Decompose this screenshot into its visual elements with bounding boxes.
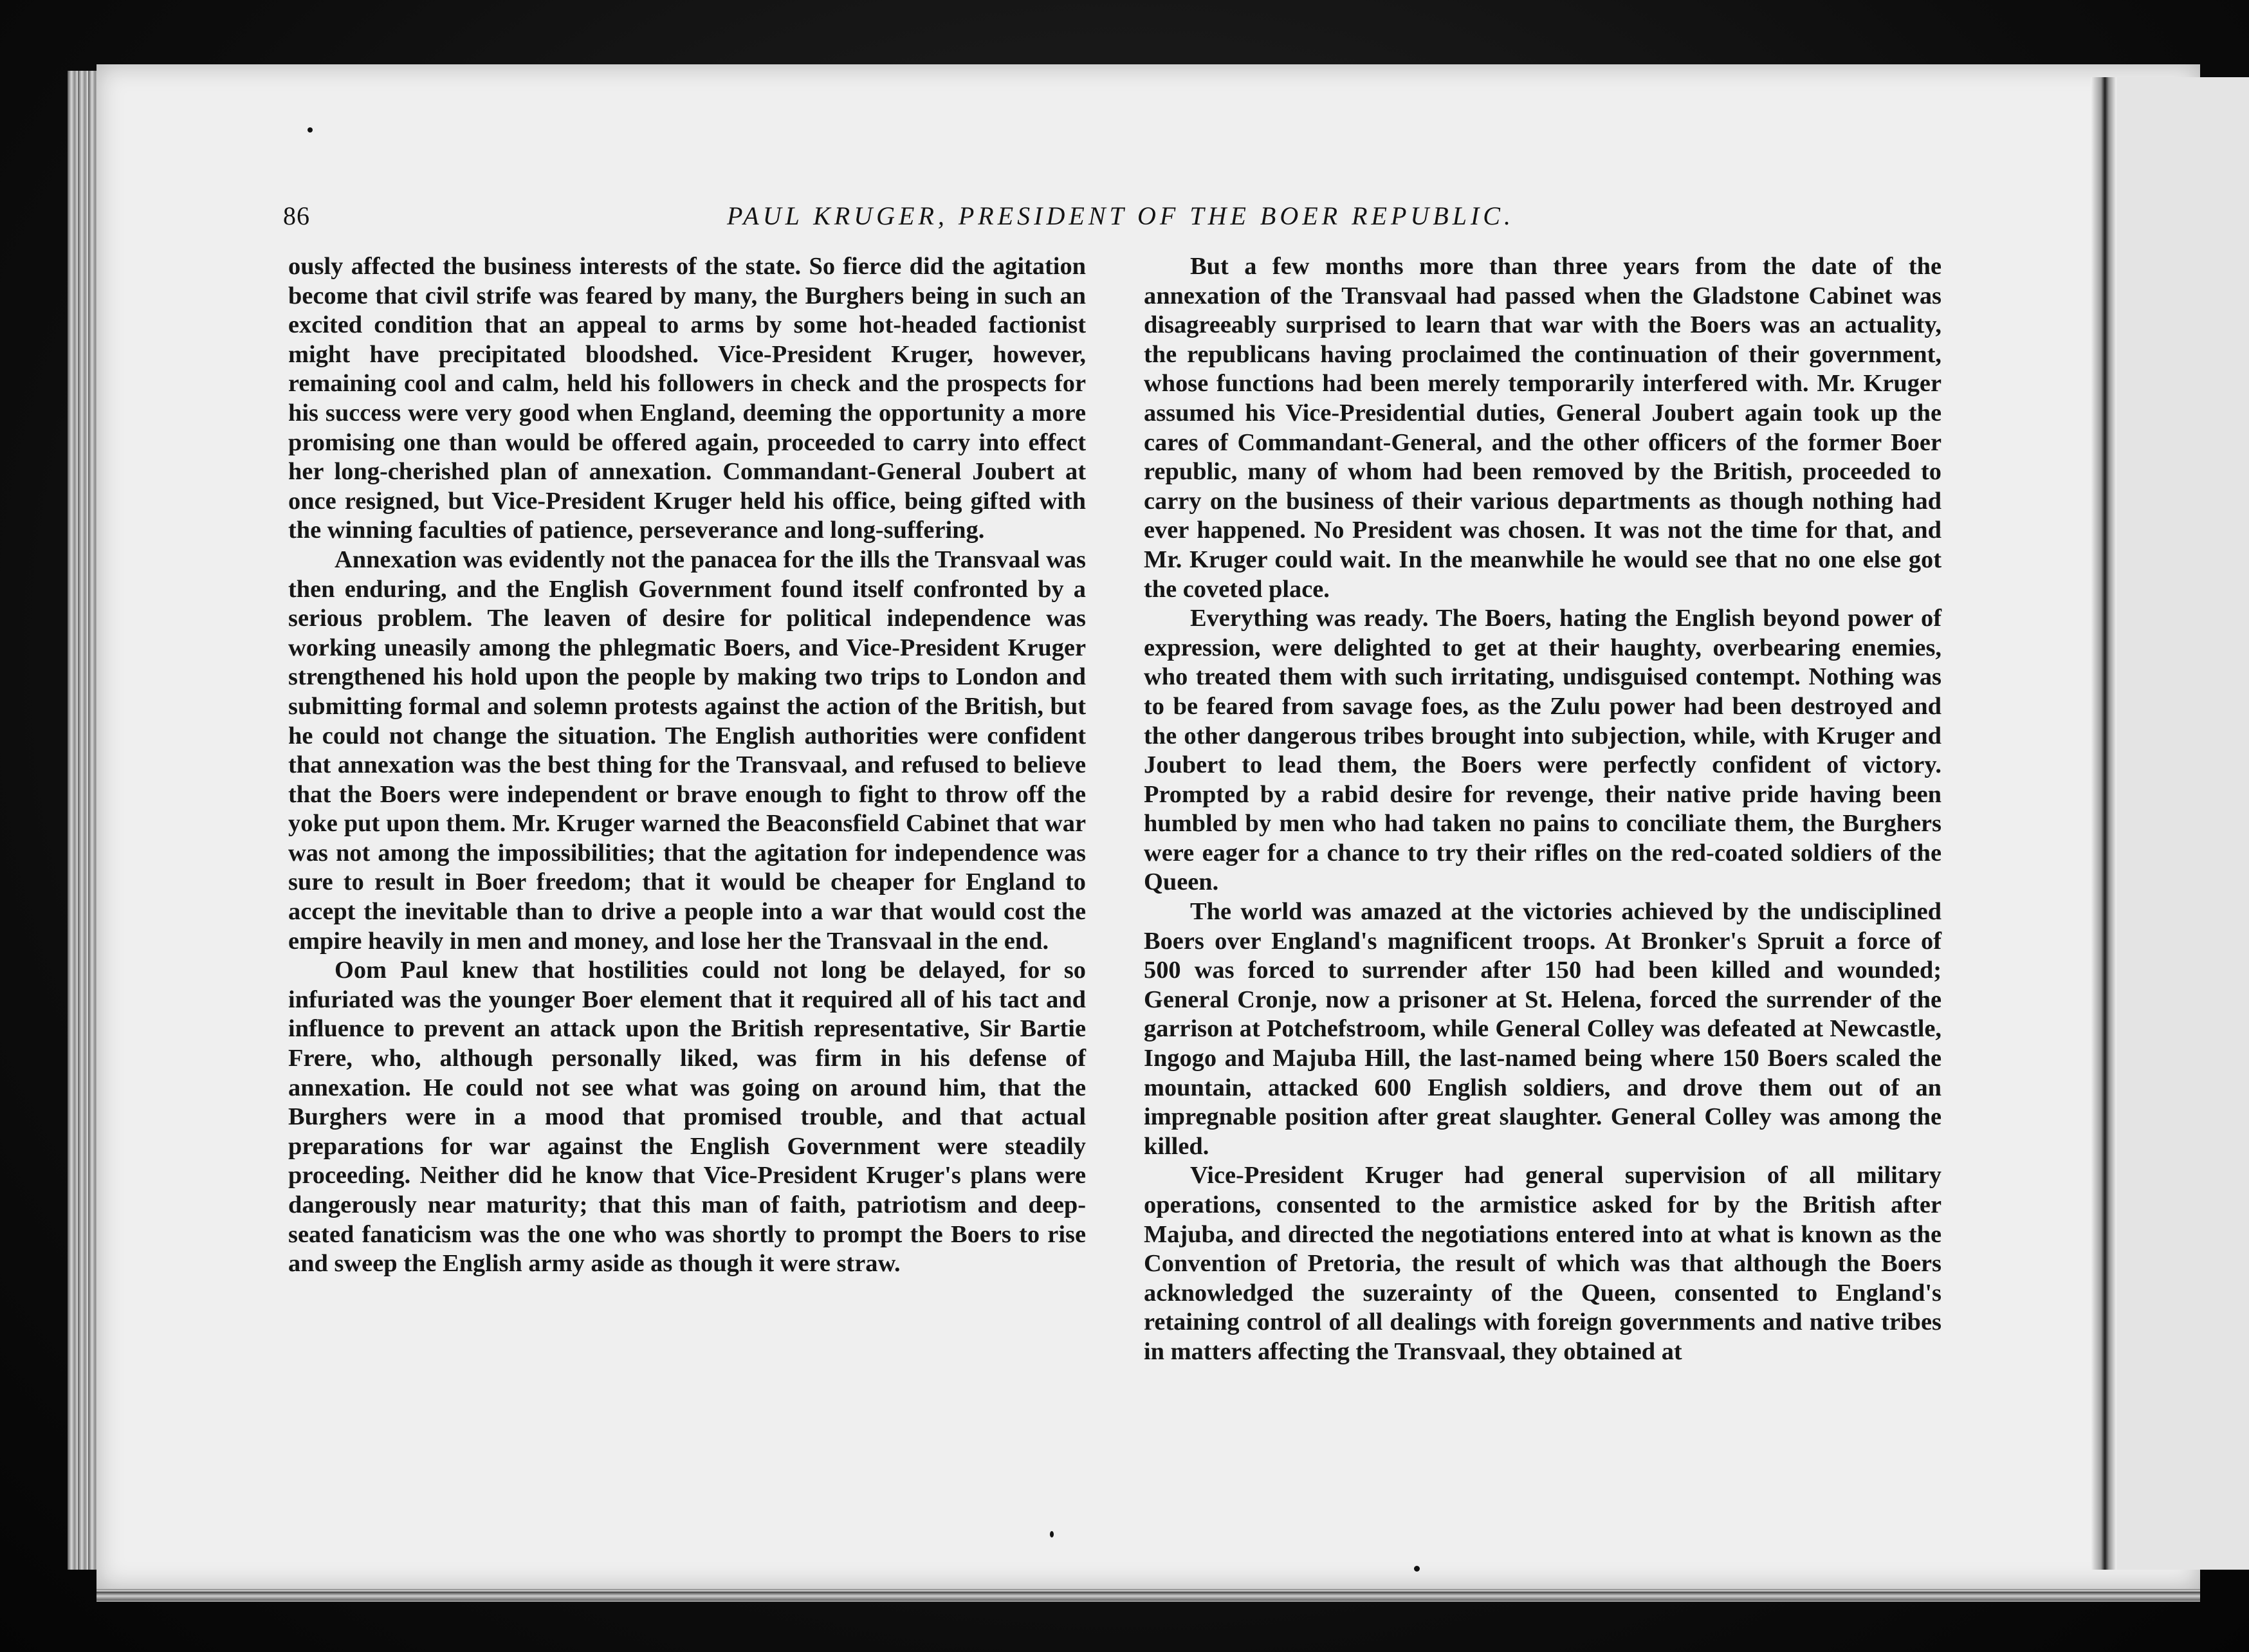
paragraph: Oom Paul knew that hostilities could not long be delayed, for so infuriated was the younger Boer element that it required all of his tact and influence to prevent an attack upon the British representative, Sir Bartie Frere, who, although personally liked, was firm in his defense of annexation. He could not see what was going on around him, that the Burghers were in a mood that promised trouble, and that actual preparations for war against the English Government were steadily proceeding. Neither did he know that Vice-President Kruger's plans were dangerously near maturity; that this man of faith, patriotism and deep-seated fanaticism was the one who was shortly to prompt the Boers to rise and sweep the English army aside as though it were straw. <box>288 957 1086 1278</box>
paragraph: Vice-President Kruger had general supervision of all military operations, consented to the armistice asked for by the British after Majuba, and directed the negotiations entered into at what is known as the Convention of Pretoria, the result of which was that although the Boers acknowledged the suzerainty of the Queen, consented to England's retaining control of all dealings with foreign governments and native tribes in matters affecting the Transvaal, they obtained at <box>1144 1162 1941 1365</box>
paragraph: Everything was ready. The Boers, hating the English beyond power of expression, were delighted to get at their haughty, overbearing enemies, who treated them with such irritating, undisguised contempt. Nothing was to be feared from savage foes, as the Zulu power had been destroyed and the other dangerous tribes brought into subjection, while, with Kruger and Joubert to lead them, the Boers were perfectly confident of victory. Prompted by a rabid desire for revenge, their native pride having been humbled by men who had taken no pains to conciliate them, the Burghers were eager for a chance to try their rifles on the red-coated soldiers of the Queen. <box>1144 605 1941 896</box>
dust-speck <box>308 127 313 133</box>
right-text-column <box>1144 252 1941 1378</box>
running-head-title: PAUL KRUGER, PRESIDENT OF THE BOER REPUBLIC. <box>727 201 1514 230</box>
left-text-column <box>288 252 1086 1378</box>
paragraph: But a few months more than three years from the date of the annexation of the Transvaal had passed when the Gladstone Cabinet was disagreeably surprised to learn that war with the Boers was an actuality, the republicans having proclaimed the continuation of their government, whose functions had been merely temporarily interfered with. Mr. Kruger assumed his Vice-Presidential duties, General Joubert again took up the cares of Commandant-General, and the other officers of the former Boer republic, many of whom had been removed by the British, proceeded to carry on the business of their various departments as though nothing had ever happened. No President was chosen. It was not the time for that, and Mr. Kruger could wait. In the meanwhile he would see that no one else got the coveted place. <box>1144 253 1941 603</box>
page-number: 86 <box>283 201 310 230</box>
paragraph: The world was amazed at the victories achieved by the undisciplined Boers over England's magnificent troops. At Bronker's Spruit a force of 500 was forced to surrender after 150 had been killed and wounded; General Cronje, now a prisoner at St. Helena, forced the surrender of the garrison at Potchefstroom, while General Colley was defeated at Newcastle, Ingogo and Majuba Hill, the last-named being where 150 Boers scaled the mountain, attacked 600 English soldiers, and drove them out of an impregnable position after great slaughter. General Colley was among the killed. <box>1144 898 1941 1160</box>
facing-page-edge <box>2116 77 2249 1570</box>
book-gutter <box>2091 77 2116 1570</box>
paragraph: Annexation was evidently not the panacea for the ills the Transvaal was then enduring, and the English Government found itself confronted by a serious problem. The leaven of desire for political independence was working uneasily among the phlegmatic Boers, and Vice-President Kruger strengthened his hold upon the people by making two trips to London and submitting formal and solemn protests against the action of the British, but he could not change the situation. The English authorities were confident that annexation was the best thing for the Transvaal, and refused to believe that the Boers were independent or brave enough to fight to throw off the yoke put upon them. Mr. Kruger warned the Beaconsfield Cabinet that war was not among the impossibilities; that the agitation for independence was sure to result in Boer freedom; that it would be cheaper for England to accept the inevitable than to drive a people into a war that would cost the empire heavily in men and money, and lose her the Transvaal in the end. <box>288 546 1086 955</box>
dust-speck <box>1414 1566 1420 1572</box>
paragraph: ously affected the business interests of the state. So fierce did the agitation become that civil strife was feared by many, the Burghers being in such an excited condition that an appeal to arms by some hot-headed factionist might have precipitated bloodshed. Vice-President Kruger, however, remaining cool and calm, held his followers in check and the prospects for his success were very good when England, deeming the opportunity a more promising one than would be offered again, proceeded to carry into effect her long-cherished plan of annexation. Commandant-General Joubert at once resigned, but Vice-President Kruger held his office, being gifted with the winning faculties of patience, perseverance and long-suffering. <box>288 253 1086 544</box>
dust-speck <box>1050 1531 1054 1537</box>
running-header <box>283 201 1514 239</box>
